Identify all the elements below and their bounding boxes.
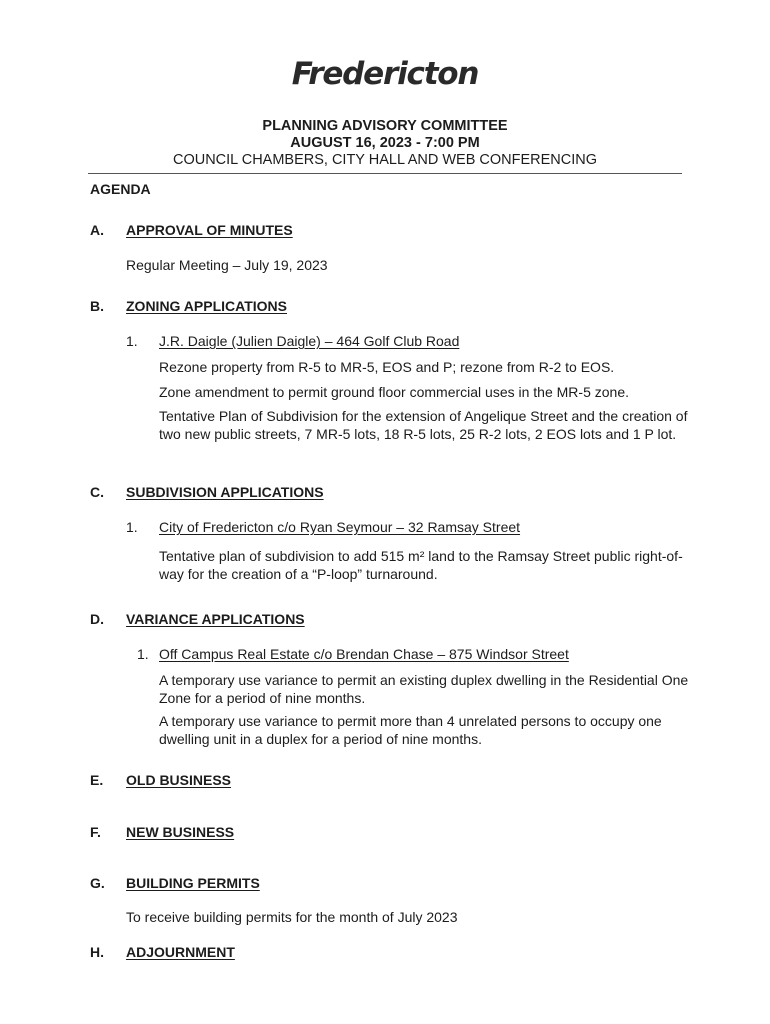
section-e-letter: E. (90, 772, 104, 788)
section-c-paragraph-1: Tentative plan of subdivision to add 515 m² land to the Ramsay Street public right-of-way for the creation of a “P-loop” turnaround. (159, 548, 683, 582)
section-b-paragraph-1: Rezone property from R-5 to MR-5, EOS and P; rezone from R-2 to EOS. (159, 359, 615, 375)
section-d-item-title: Off Campus Real Estate c/o Brendan Chase – 875 Windsor Street (159, 646, 569, 662)
section-c-title: SUBDIVISION APPLICATIONS (126, 484, 324, 500)
section-b-letter: B. (90, 298, 104, 314)
section-g-title: BUILDING PERMITS (126, 875, 260, 891)
section-d-title: VARIANCE APPLICATIONS (126, 611, 305, 627)
meeting-datetime: AUGUST 16, 2023 - 7:00 PM (290, 135, 480, 151)
section-d-item-number: 1. (137, 646, 149, 662)
section-b-paragraph-2: Zone amendment to permit ground floor commercial uses in the MR-5 zone. (159, 384, 629, 400)
section-d-paragraph-1: A temporary use variance to permit an existing duplex dwelling in the Residential One Zone for a period of nine months. (159, 672, 689, 706)
agenda-label: AGENDA (90, 181, 151, 197)
committee-name: PLANNING ADVISORY COMMITTEE (262, 118, 508, 134)
section-b-item-title: J.R. Daigle (Julien Daigle) – 464 Golf Club Road (159, 333, 460, 349)
section-g-text: To receive building permits for the month of July 2023 (126, 909, 458, 925)
section-h-letter: H. (90, 944, 104, 960)
meeting-location: COUNCIL CHAMBERS, CITY HALL AND WEB CONFERENCING (172, 152, 598, 168)
section-d-letter: D. (90, 611, 104, 627)
section-b-title: ZONING APPLICATIONS (126, 298, 287, 314)
section-f-title: NEW BUSINESS (126, 824, 235, 840)
section-c-letter: C. (90, 484, 104, 500)
section-b-item-number: 1. (126, 333, 138, 349)
section-c-item-number: 1. (126, 519, 138, 535)
section-a-letter: A. (90, 222, 104, 238)
section-h-title: ADJOURNMENT (126, 944, 235, 960)
section-f-letter: F. (90, 824, 101, 840)
fredericton-logo: Fredericton (291, 56, 479, 92)
section-c-item-title: City of Fredericton c/o Ryan Seymour – 32 Ramsay Street (159, 519, 521, 535)
section-e-title: OLD BUSINESS (126, 772, 232, 788)
section-a-title: APPROVAL OF MINUTES (126, 222, 293, 238)
header-divider (88, 173, 682, 174)
section-a-text: Regular Meeting – July 19, 2023 (126, 257, 328, 273)
section-b-paragraph-3: Tentative Plan of Subdivision for the extension of Angelique Street and the creation of two new public streets, 7 MR-5 lots, 18 R-5 lots, 25 R-2 lots, 2 EOS lots and 1 P lot. (159, 408, 688, 442)
section-g-letter: G. (90, 875, 105, 891)
section-d-paragraph-2: A temporary use variance to permit more than 4 unrelated persons to occupy one dwelling unit in a duplex for a period of nine months. (159, 713, 662, 747)
